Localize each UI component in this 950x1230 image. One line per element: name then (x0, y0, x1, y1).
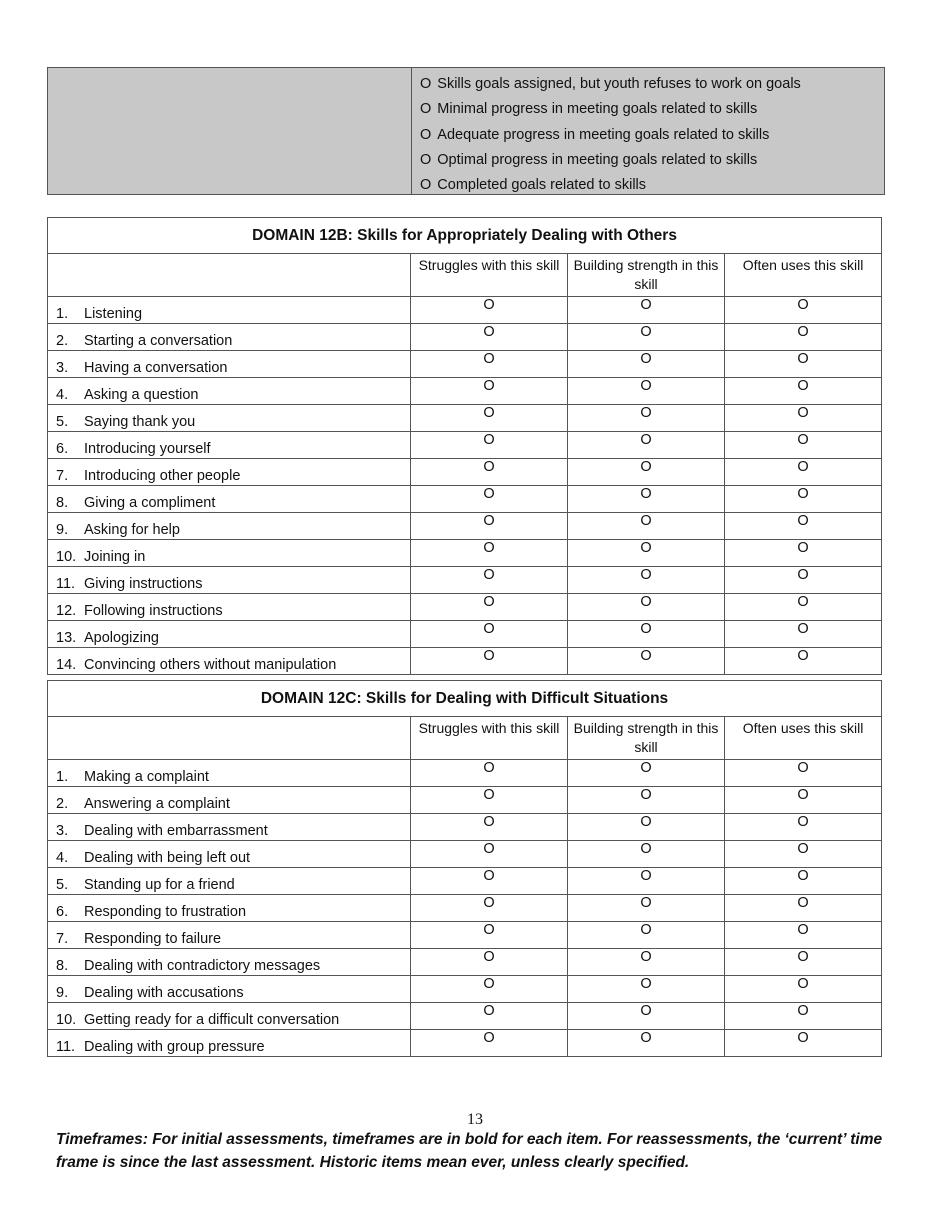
skill-number: 8. (56, 958, 69, 974)
skill-label: Asking a question (84, 387, 199, 403)
goal-option-label: Optimal progress in meeting goals related to skills (437, 151, 758, 168)
goal-option[interactable] (412, 148, 884, 173)
radio-building[interactable]: O (568, 324, 725, 351)
skill-label: Answering a complaint (84, 796, 230, 812)
skill-row (48, 621, 882, 648)
skill-row (48, 378, 882, 405)
radio-option-icon[interactable]: O (420, 126, 432, 143)
skill-label: Responding to frustration (84, 904, 247, 920)
skill-label-cell (48, 540, 411, 567)
radio-often[interactable]: O (725, 405, 882, 432)
radio-struggles[interactable]: O (411, 841, 568, 868)
skill-label: Responding to failure (84, 931, 222, 947)
skill-number: 2. (56, 796, 69, 812)
radio-building[interactable]: O (568, 895, 725, 922)
skill-row (48, 351, 882, 378)
radio-often[interactable]: O (725, 297, 882, 324)
skill-label: Giving a compliment (84, 495, 216, 511)
radio-often[interactable]: O (725, 351, 882, 378)
skill-number: 14. (56, 657, 77, 673)
goal-option[interactable] (412, 72, 884, 97)
radio-building[interactable]: O (568, 814, 725, 841)
skill-row (48, 297, 882, 324)
skill-number: 13. (56, 630, 77, 646)
skill-label: Introducing other people (84, 468, 241, 484)
skill-label: Dealing with group pressure (84, 1039, 265, 1055)
skill-number: 10. (56, 1012, 77, 1028)
radio-often[interactable]: O (725, 513, 882, 540)
radio-building[interactable]: O (568, 760, 725, 787)
skill-label: Getting ready for a difficult conversation (84, 1012, 340, 1028)
radio-option-icon[interactable]: O (420, 177, 432, 194)
skill-label: Convincing others without manipulation (84, 657, 337, 673)
skill-label-cell (48, 567, 411, 594)
goal-option-label: Completed goals related to skills (437, 177, 647, 194)
radio-struggles[interactable]: O (411, 459, 568, 486)
domain-12b-col-struggles: Struggles with this skill (411, 254, 568, 297)
goals-progress-box (47, 67, 885, 195)
domain-12c-header-blank (48, 717, 411, 760)
goal-option-label: Skills goals assigned, but youth refuses to work on goals (437, 76, 801, 92)
radio-struggles[interactable]: O (411, 594, 568, 621)
skill-label-cell (48, 594, 411, 621)
skill-label-cell (48, 1003, 411, 1030)
skill-row (48, 567, 882, 594)
skill-number: 5. (56, 877, 69, 893)
radio-often[interactable]: O (725, 922, 882, 949)
skill-label: Dealing with accusations (84, 985, 244, 1001)
skill-number: 10. (56, 549, 77, 565)
radio-often[interactable]: O (725, 841, 882, 868)
domain-12b-col-often: Often uses this skill (725, 254, 882, 297)
skill-label-cell (48, 297, 411, 324)
skill-row (48, 432, 882, 459)
radio-building[interactable]: O (568, 1030, 725, 1057)
skill-label: Following instructions (84, 603, 223, 619)
skill-number: 7. (56, 931, 69, 947)
skill-row (48, 787, 882, 814)
skill-label-cell (48, 459, 411, 486)
skill-number: 11. (56, 1039, 76, 1055)
skill-label: Dealing with contradictory messages (84, 958, 321, 974)
radio-option-icon[interactable]: O (420, 76, 432, 92)
radio-building[interactable]: O (568, 841, 725, 868)
radio-option-icon[interactable]: O (420, 101, 432, 118)
skill-row (48, 513, 882, 540)
skill-label-cell (48, 814, 411, 841)
skill-number: 9. (56, 522, 69, 538)
radio-struggles[interactable]: O (411, 513, 568, 540)
skill-label: Giving instructions (84, 576, 203, 592)
goal-option-label: Adequate progress in meeting goals related to skills (437, 126, 770, 143)
radio-building[interactable]: O (568, 486, 725, 513)
skill-row (48, 814, 882, 841)
skill-row (48, 1003, 882, 1030)
skill-row (48, 922, 882, 949)
skill-number: 6. (56, 904, 69, 920)
skill-number: 4. (56, 850, 69, 866)
domain-12b-title: DOMAIN 12B: Skills for Appropriately Dealing with Others (48, 218, 882, 254)
radio-often[interactable]: O (725, 324, 882, 351)
radio-building[interactable]: O (568, 1003, 725, 1030)
skill-label-cell (48, 486, 411, 513)
goal-option[interactable] (412, 123, 884, 148)
radio-building[interactable]: O (568, 621, 725, 648)
radio-often[interactable]: O (725, 760, 882, 787)
radio-often[interactable]: O (725, 459, 882, 486)
skill-label-cell (48, 648, 411, 675)
skill-number: 11. (56, 576, 76, 592)
goal-option[interactable] (412, 173, 884, 198)
radio-struggles[interactable]: O (411, 648, 568, 675)
radio-often[interactable]: O (725, 895, 882, 922)
domain-12b-header-blank (48, 254, 411, 297)
timeframes-note: Timeframes: For initial assessments, timeframes are in bold for each item. For reassessments, the ‘current’ time frame is since the last assessment. Historic items mean ever, unless clearly specified. (56, 1131, 883, 1171)
skill-number: 8. (56, 495, 69, 511)
radio-building[interactable]: O (568, 351, 725, 378)
skill-label: Apologizing (84, 630, 159, 646)
radio-building[interactable]: O (568, 297, 725, 324)
skill-number: 1. (56, 306, 69, 322)
radio-often[interactable]: O (725, 814, 882, 841)
radio-struggles[interactable]: O (411, 949, 568, 976)
radio-building[interactable]: O (568, 949, 725, 976)
skill-number: 6. (56, 441, 69, 457)
skill-label-cell (48, 841, 411, 868)
radio-often[interactable]: O (725, 540, 882, 567)
skill-label-cell (48, 513, 411, 540)
radio-struggles[interactable]: O (411, 976, 568, 1003)
skill-label-cell (48, 868, 411, 895)
radio-often[interactable]: O (725, 378, 882, 405)
skill-label: Starting a conversation (84, 333, 233, 349)
skill-label-cell (48, 922, 411, 949)
skill-label: Dealing with embarrassment (84, 823, 268, 839)
radio-option-icon[interactable]: O (420, 151, 432, 168)
skill-label: Dealing with being left out (84, 850, 251, 866)
goal-option-label: Minimal progress in meeting goals related to skills (437, 101, 758, 118)
radio-often[interactable]: O (725, 621, 882, 648)
skill-row (48, 895, 882, 922)
page-number: 13 (467, 1111, 483, 1128)
skill-label-cell (48, 1030, 411, 1057)
radio-often[interactable]: O (725, 648, 882, 675)
domain-12c-col-building: Building strength in this skill (568, 717, 725, 760)
skill-label: Having a conversation (84, 360, 228, 376)
domain-12c-col-struggles: Struggles with this skill (411, 717, 568, 760)
skill-label: Introducing yourself (84, 441, 211, 457)
domain-12c-col-often: Often uses this skill (725, 717, 882, 760)
radio-struggles[interactable]: O (411, 1030, 568, 1057)
skill-label-cell (48, 760, 411, 787)
radio-often[interactable]: O (725, 432, 882, 459)
skill-label-cell (48, 895, 411, 922)
radio-often[interactable]: O (725, 1003, 882, 1030)
skill-number: 4. (56, 387, 69, 403)
skill-number: 12. (56, 603, 77, 619)
radio-struggles[interactable]: O (411, 297, 568, 324)
skill-row (48, 868, 882, 895)
skill-row (48, 841, 882, 868)
skill-number: 9. (56, 985, 69, 1001)
radio-building[interactable]: O (568, 648, 725, 675)
radio-struggles[interactable]: O (411, 814, 568, 841)
skill-label-cell (48, 621, 411, 648)
radio-struggles[interactable]: O (411, 540, 568, 567)
radio-building[interactable]: O (568, 405, 725, 432)
radio-often[interactable]: O (725, 1030, 882, 1057)
skill-number: 7. (56, 468, 69, 484)
radio-building[interactable]: O (568, 922, 725, 949)
radio-building[interactable]: O (568, 787, 725, 814)
skill-row (48, 486, 882, 513)
skill-label-cell (48, 351, 411, 378)
radio-building[interactable]: O (568, 378, 725, 405)
radio-struggles[interactable]: O (411, 760, 568, 787)
radio-often[interactable]: O (725, 787, 882, 814)
skill-number: 3. (56, 823, 69, 839)
domain-12b-col-building: Building strength in this skill (568, 254, 725, 297)
skill-label-cell (48, 787, 411, 814)
skill-label: Making a complaint (84, 769, 209, 785)
domain-12c-table (47, 680, 882, 1057)
radio-struggles[interactable]: O (411, 405, 568, 432)
radio-building[interactable]: O (568, 594, 725, 621)
radio-building[interactable]: O (568, 976, 725, 1003)
goal-option[interactable] (412, 97, 884, 122)
skill-row (48, 459, 882, 486)
radio-often[interactable]: O (725, 486, 882, 513)
radio-building[interactable]: O (568, 513, 725, 540)
skill-row (48, 540, 882, 567)
radio-struggles[interactable]: O (411, 378, 568, 405)
radio-often[interactable]: O (725, 976, 882, 1003)
skill-label-cell (48, 324, 411, 351)
skill-number: 1. (56, 769, 69, 785)
domain-12c-title: DOMAIN 12C: Skills for Dealing with Difficult Situations (48, 681, 882, 717)
skill-row (48, 760, 882, 787)
radio-struggles[interactable]: O (411, 567, 568, 594)
radio-struggles[interactable]: O (411, 432, 568, 459)
radio-often[interactable]: O (725, 594, 882, 621)
radio-struggles[interactable]: O (411, 324, 568, 351)
skill-row (48, 949, 882, 976)
skill-number: 2. (56, 333, 69, 349)
skill-row (48, 324, 882, 351)
goals-left-cell (48, 68, 412, 194)
radio-building[interactable]: O (568, 540, 725, 567)
radio-building[interactable]: O (568, 868, 725, 895)
radio-struggles[interactable]: O (411, 787, 568, 814)
skill-label: Asking for help (84, 522, 180, 538)
skill-label-cell (48, 378, 411, 405)
skill-label-cell (48, 949, 411, 976)
radio-struggles[interactable]: O (411, 922, 568, 949)
radio-building[interactable]: O (568, 459, 725, 486)
skill-label: Listening (84, 306, 143, 322)
radio-often[interactable]: O (725, 868, 882, 895)
radio-often[interactable]: O (725, 567, 882, 594)
skill-row (48, 1030, 882, 1057)
skill-label: Standing up for a friend (84, 877, 235, 893)
skill-label-cell (48, 432, 411, 459)
skill-label: Saying thank you (84, 414, 196, 430)
skill-row (48, 648, 882, 675)
skill-number: 5. (56, 414, 69, 430)
skill-row (48, 594, 882, 621)
skill-number: 3. (56, 360, 69, 376)
goals-options-list (412, 68, 884, 194)
skill-label: Joining in (84, 549, 146, 565)
skill-row (48, 976, 882, 1003)
skill-row (48, 405, 882, 432)
radio-struggles[interactable]: O (411, 1003, 568, 1030)
radio-building[interactable]: O (568, 432, 725, 459)
radio-often[interactable]: O (725, 949, 882, 976)
radio-building[interactable]: O (568, 567, 725, 594)
radio-struggles[interactable]: O (411, 895, 568, 922)
skill-label-cell (48, 976, 411, 1003)
domain-12b-table (47, 217, 882, 675)
skill-label-cell (48, 405, 411, 432)
radio-struggles[interactable]: O (411, 621, 568, 648)
radio-struggles[interactable]: O (411, 868, 568, 895)
radio-struggles[interactable]: O (411, 486, 568, 513)
radio-struggles[interactable]: O (411, 351, 568, 378)
